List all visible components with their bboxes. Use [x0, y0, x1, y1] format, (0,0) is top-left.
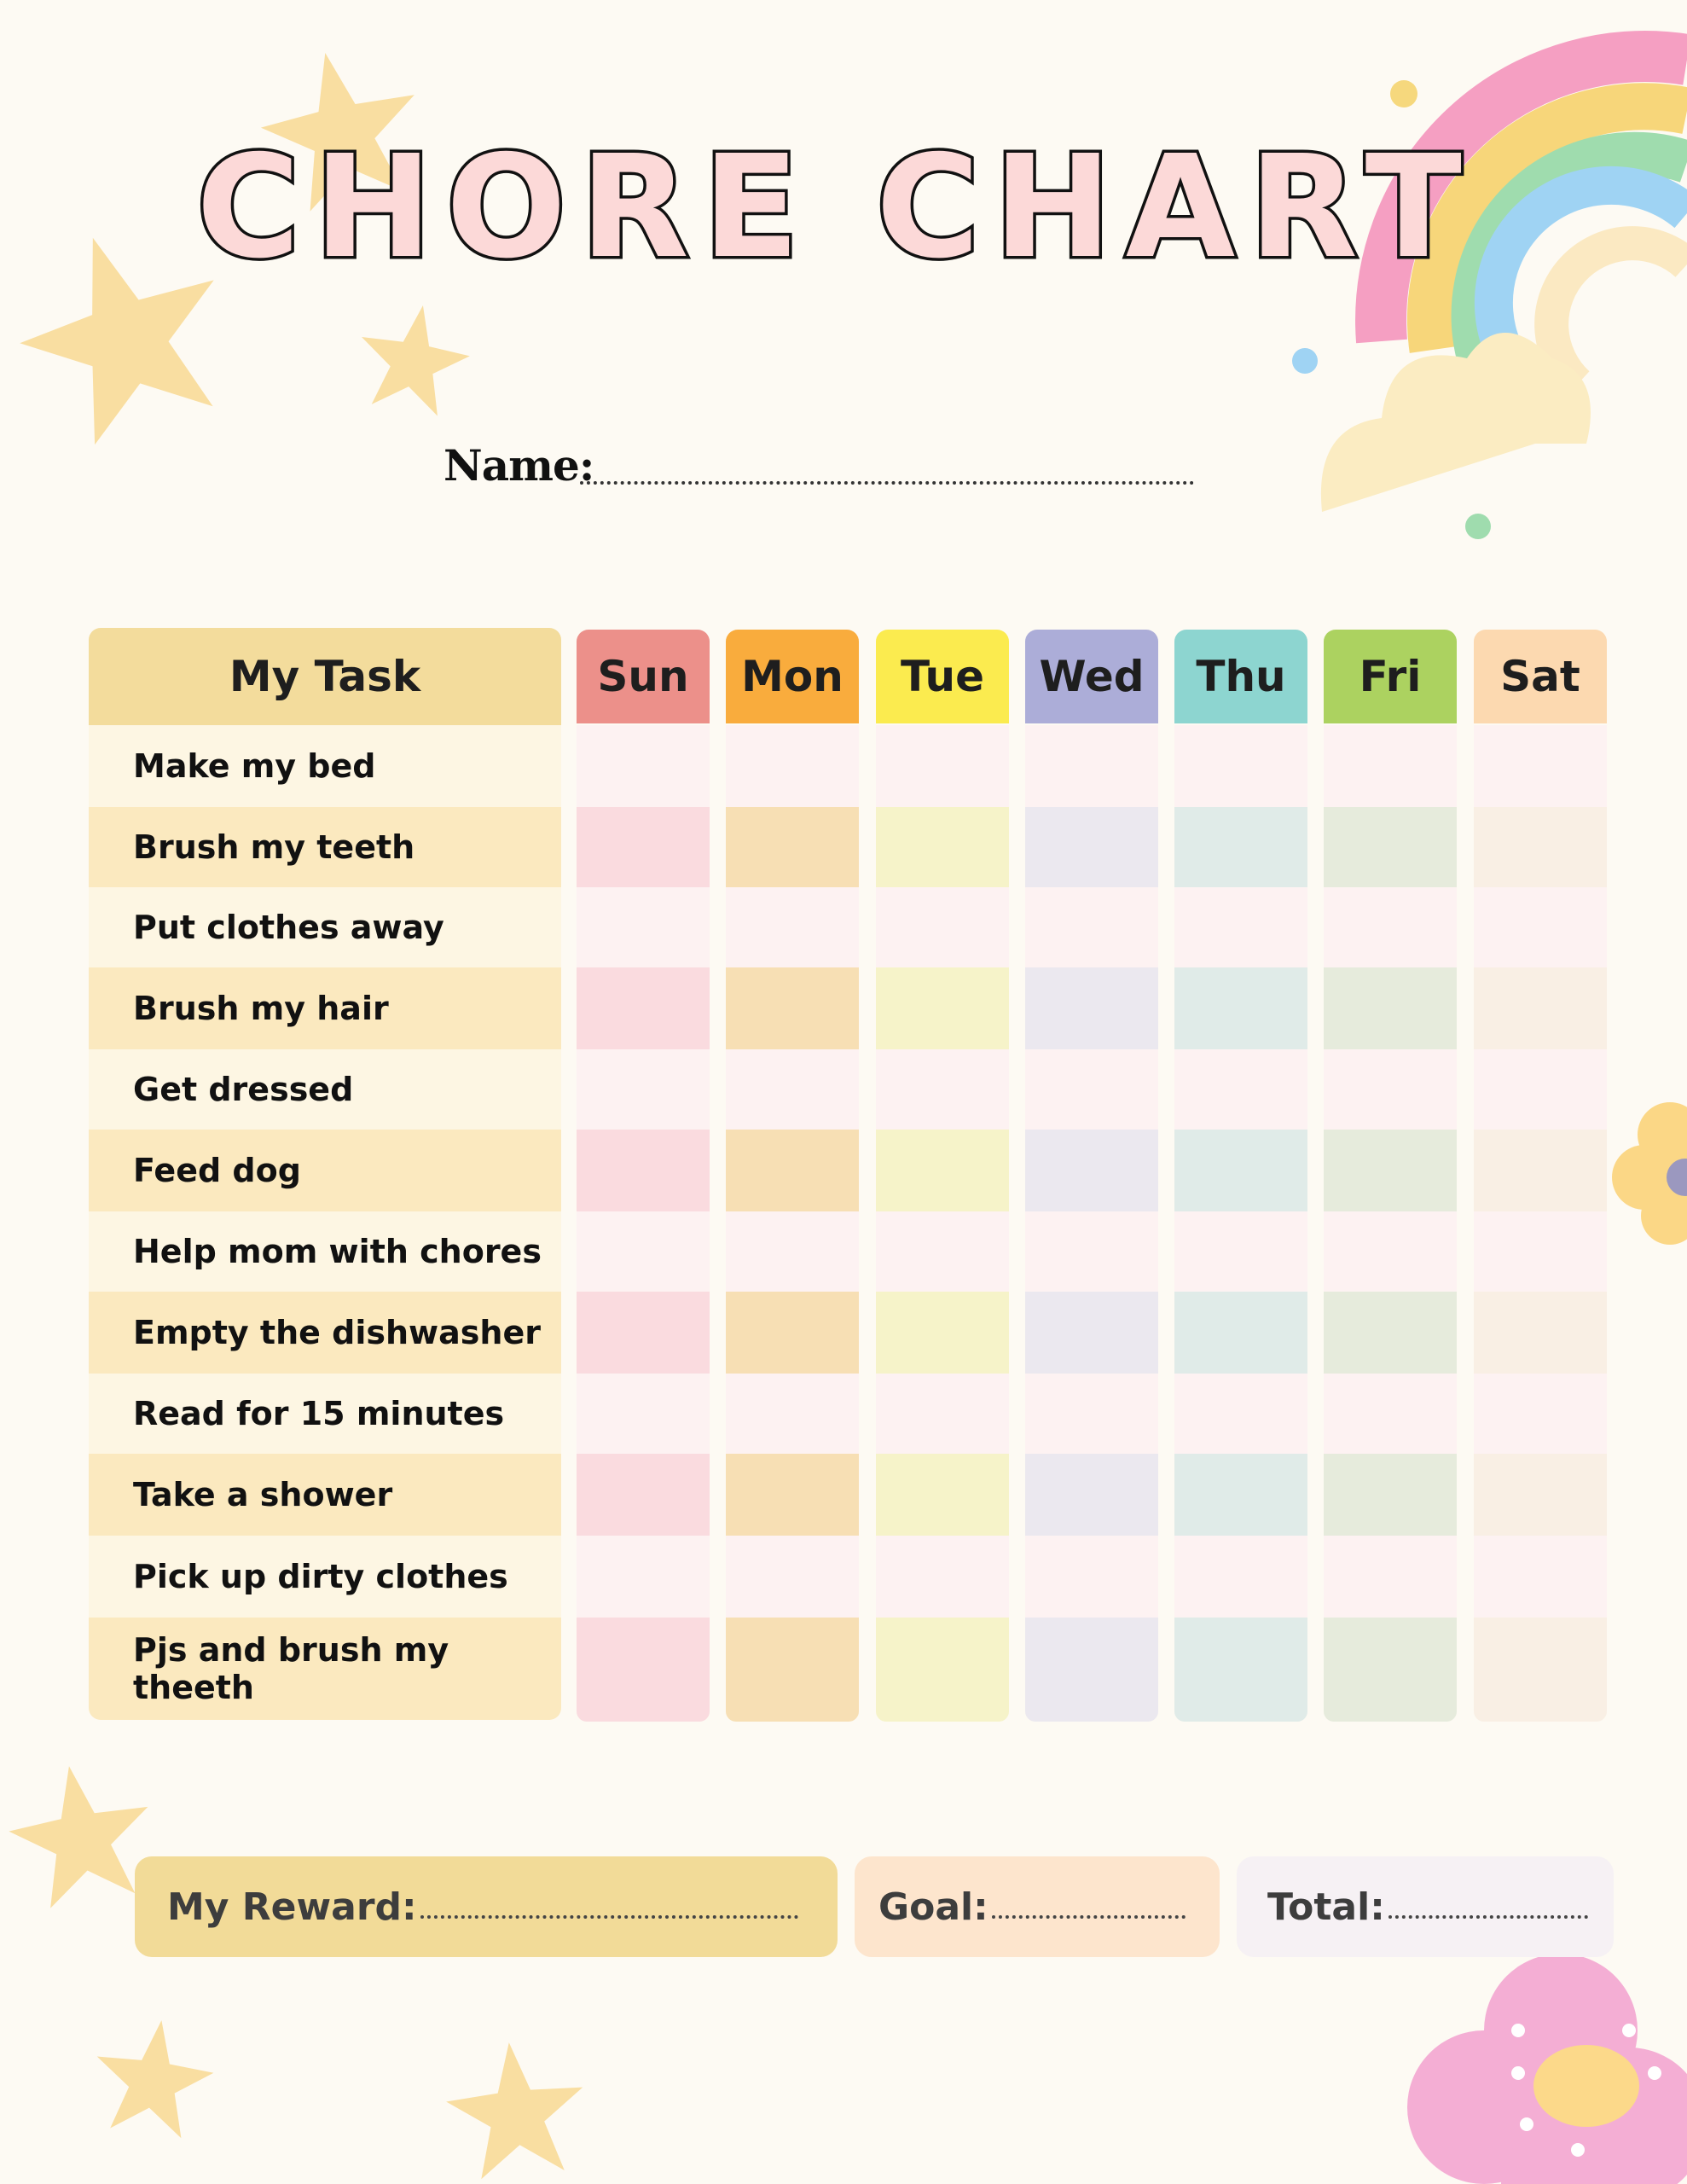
- task-label: Pick up dirty clothes: [133, 1558, 508, 1595]
- reward-label: My Reward:: [167, 1885, 417, 1929]
- check-cell[interactable]: [1474, 1130, 1607, 1211]
- day-column-sun: [577, 630, 710, 1722]
- check-cell[interactable]: [1025, 1130, 1158, 1211]
- task-row: [89, 725, 561, 807]
- check-cell[interactable]: [726, 1292, 859, 1374]
- check-cell[interactable]: [876, 1374, 1009, 1454]
- check-cell[interactable]: [726, 1130, 859, 1211]
- check-cell[interactable]: [1174, 1130, 1307, 1211]
- task-label: Brush my hair: [133, 990, 389, 1027]
- check-cell[interactable]: [876, 1292, 1009, 1374]
- check-cell[interactable]: [1324, 967, 1457, 1049]
- task-header: My Task: [89, 628, 561, 725]
- check-cell[interactable]: [1174, 1454, 1307, 1536]
- check-cell[interactable]: [577, 725, 710, 807]
- check-cell[interactable]: [1474, 887, 1607, 967]
- check-cell[interactable]: [876, 725, 1009, 807]
- star-decoration-bottom: [85, 2013, 222, 2141]
- check-cell[interactable]: [1025, 1292, 1158, 1374]
- task-label: Help mom with chores: [133, 1233, 542, 1270]
- check-cell[interactable]: [876, 1130, 1009, 1211]
- check-cell[interactable]: [1025, 1211, 1158, 1292]
- check-cell[interactable]: [1174, 807, 1307, 887]
- reward-field[interactable]: [135, 1856, 838, 1957]
- task-label: Make my bed: [133, 747, 376, 785]
- check-cell[interactable]: [577, 1211, 710, 1292]
- check-cell[interactable]: [876, 967, 1009, 1049]
- check-cell[interactable]: [1474, 967, 1607, 1049]
- task-row: [89, 1536, 561, 1618]
- check-cell[interactable]: [726, 1536, 859, 1618]
- check-cell[interactable]: [1025, 725, 1158, 807]
- name-label: Name:: [443, 440, 594, 491]
- task-label: Empty the dishwasher: [133, 1314, 541, 1351]
- day-column-wed: [1025, 630, 1158, 1722]
- task-row: [89, 1292, 561, 1374]
- check-cell[interactable]: [726, 967, 859, 1049]
- check-cell[interactable]: [577, 1374, 710, 1454]
- task-label: Put clothes away: [133, 909, 444, 946]
- day-column-mon: [726, 630, 859, 1722]
- check-cell[interactable]: [1474, 1374, 1607, 1454]
- check-cell[interactable]: [1174, 967, 1307, 1049]
- task-row: [89, 1211, 561, 1292]
- check-cell[interactable]: [1474, 1454, 1607, 1536]
- check-cell[interactable]: [876, 1536, 1009, 1618]
- task-label: Take a shower: [133, 1476, 393, 1513]
- check-cell[interactable]: [726, 887, 859, 967]
- check-cell[interactable]: [876, 1211, 1009, 1292]
- total-label: Total:: [1267, 1885, 1385, 1929]
- check-cell[interactable]: [577, 807, 710, 887]
- check-cell[interactable]: [1324, 1049, 1457, 1130]
- check-cell[interactable]: [1025, 807, 1158, 887]
- star-decoration-bottom-center: [435, 2035, 597, 2184]
- check-cell[interactable]: [577, 1618, 710, 1722]
- check-cell[interactable]: [1474, 1536, 1607, 1618]
- task-row: [89, 1618, 561, 1720]
- check-cell[interactable]: [1025, 967, 1158, 1049]
- day-header: Tue: [876, 630, 1009, 723]
- day-column-thu: [1174, 630, 1307, 1722]
- check-cell[interactable]: [1474, 725, 1607, 807]
- check-cell[interactable]: [1324, 887, 1457, 967]
- task-label: Pjs and brush my theeth: [133, 1631, 449, 1706]
- check-cell[interactable]: [726, 807, 859, 887]
- task-row: [89, 1374, 561, 1454]
- check-cell[interactable]: [577, 887, 710, 967]
- task-column: [89, 628, 561, 1720]
- day-header: Mon: [726, 630, 859, 723]
- check-cell[interactable]: [1025, 1618, 1158, 1722]
- goal-blank-line[interactable]: [992, 1915, 1186, 1919]
- task-row: [89, 887, 561, 967]
- task-label: Brush my teeth: [133, 828, 415, 866]
- check-cell[interactable]: [1025, 887, 1158, 967]
- total-field[interactable]: [1237, 1856, 1614, 1957]
- check-cell[interactable]: [1474, 1292, 1607, 1374]
- flower-decoration-bottom-right: [1416, 1954, 1687, 2184]
- check-cell[interactable]: [1474, 1618, 1607, 1722]
- check-cell[interactable]: [1174, 725, 1307, 807]
- svg-text:CHORE CHART: CHORE CHART: [196, 125, 1475, 290]
- check-cell[interactable]: [1324, 807, 1457, 887]
- check-cell[interactable]: [577, 967, 710, 1049]
- task-label: Read for 15 minutes: [133, 1395, 505, 1432]
- check-cell[interactable]: [577, 1292, 710, 1374]
- check-cell[interactable]: [1324, 1130, 1457, 1211]
- check-cell[interactable]: [1174, 1374, 1307, 1454]
- day-header: Wed: [1025, 630, 1158, 723]
- check-cell[interactable]: [1324, 1454, 1457, 1536]
- check-cell[interactable]: [1174, 1049, 1307, 1130]
- task-label: Feed dog: [133, 1152, 301, 1189]
- check-cell[interactable]: [577, 1454, 710, 1536]
- check-cell[interactable]: [1025, 1374, 1158, 1454]
- check-cell[interactable]: [726, 1049, 859, 1130]
- day-header: Sat: [1474, 630, 1607, 723]
- check-cell[interactable]: [1324, 725, 1457, 807]
- check-cell[interactable]: [577, 1536, 710, 1618]
- task-row: [89, 967, 561, 1049]
- check-cell[interactable]: [1025, 1536, 1158, 1618]
- check-cell[interactable]: [1174, 1211, 1307, 1292]
- check-cell[interactable]: [1324, 1536, 1457, 1618]
- day-header: Fri: [1324, 630, 1457, 723]
- day-column-tue: [876, 630, 1009, 1722]
- check-cell[interactable]: [577, 1049, 710, 1130]
- check-cell[interactable]: [726, 1454, 859, 1536]
- goal-field[interactable]: [855, 1856, 1220, 1957]
- check-cell[interactable]: [1474, 807, 1607, 887]
- check-cell[interactable]: [1025, 1454, 1158, 1536]
- check-cell[interactable]: [1025, 1049, 1158, 1130]
- check-cell[interactable]: [1324, 1618, 1457, 1722]
- goal-label: Goal:: [878, 1885, 988, 1929]
- day-header: Thu: [1174, 630, 1307, 723]
- task-row: [89, 807, 561, 887]
- check-cell[interactable]: [876, 887, 1009, 967]
- reward-blank-line[interactable]: [420, 1915, 798, 1919]
- check-cell[interactable]: [577, 1130, 710, 1211]
- task-row: [89, 1454, 561, 1536]
- check-cell[interactable]: [1324, 1374, 1457, 1454]
- check-cell[interactable]: [1474, 1049, 1607, 1130]
- check-cell[interactable]: [1474, 1211, 1607, 1292]
- name-field[interactable]: [443, 440, 1194, 491]
- check-cell[interactable]: [1324, 1292, 1457, 1374]
- check-cell[interactable]: [1174, 1536, 1307, 1618]
- task-label: Get dressed: [133, 1071, 354, 1108]
- task-row: [89, 1049, 561, 1130]
- page-title: [196, 125, 1475, 290]
- name-blank-line[interactable]: [580, 481, 1194, 485]
- day-header: Sun: [577, 630, 710, 723]
- check-cell[interactable]: [876, 1618, 1009, 1722]
- day-column-sat: [1474, 630, 1607, 1722]
- day-column-fri: [1324, 630, 1457, 1722]
- check-cell[interactable]: [1324, 1211, 1457, 1292]
- check-cell[interactable]: [726, 725, 859, 807]
- check-cell[interactable]: [1174, 887, 1307, 967]
- check-cell[interactable]: [726, 1211, 859, 1292]
- check-cell[interactable]: [1174, 1618, 1307, 1722]
- check-cell[interactable]: [876, 1454, 1009, 1536]
- check-cell[interactable]: [876, 807, 1009, 887]
- star-decoration-small: [350, 299, 478, 418]
- check-cell[interactable]: [876, 1049, 1009, 1130]
- total-blank-line[interactable]: [1388, 1915, 1588, 1919]
- check-cell[interactable]: [726, 1618, 859, 1722]
- check-cell[interactable]: [1174, 1292, 1307, 1374]
- task-row: [89, 1130, 561, 1211]
- flower-decoration-right: [1610, 1101, 1687, 1246]
- check-cell[interactable]: [726, 1374, 859, 1454]
